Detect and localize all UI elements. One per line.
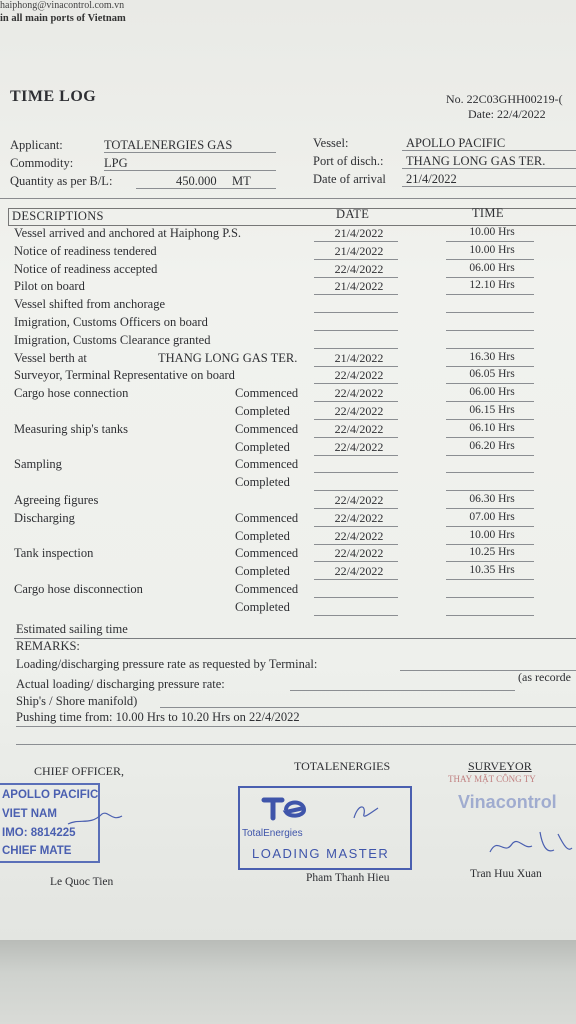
row-time: 07.00 Hrs	[469, 510, 515, 523]
row-status: Commenced	[235, 386, 299, 401]
header-ports-line: in all main ports of Vietnam	[0, 13, 126, 24]
row-date: 22/4/2022	[334, 368, 384, 383]
quantity-underline	[136, 188, 276, 189]
surveyor-stamp-line1: THAY MẶT CÔNG TY	[448, 774, 536, 784]
totalenergies-label: TOTALENERGIES	[294, 759, 391, 773]
row-time-underline	[446, 472, 534, 473]
totalenergies-stamp	[238, 786, 412, 870]
row-time: 06.30 Hrs	[469, 493, 515, 505]
row-time-underline	[446, 561, 534, 562]
commodity-label: Commodity:	[10, 156, 74, 170]
row-description: Agreeing figures	[14, 493, 99, 507]
row-date-underline	[314, 312, 398, 313]
row-description: Sampling	[14, 457, 62, 472]
applicant-label: Applicant:	[10, 138, 63, 152]
quantity-label: Quantity as per B/L:	[10, 174, 113, 188]
row-date: 22/4/2022	[334, 510, 384, 525]
row-date-underline	[314, 544, 398, 545]
row-date-underline	[314, 330, 398, 331]
row-time: 06.00 Hrs	[469, 261, 515, 274]
row-status: Completed	[235, 528, 290, 543]
document-number: No. 22C03GHH00219-(	[446, 92, 563, 106]
row-description: Notice of readiness tendered	[14, 243, 157, 258]
row-date: 22/4/2022	[334, 564, 384, 579]
row-description: Cargo hose disconnection	[14, 582, 143, 596]
row-time-underline	[446, 490, 534, 491]
pressure-actual: Actual loading/ discharging pressure rate:	[16, 677, 225, 691]
row-date-underline	[314, 472, 398, 473]
row-date-underline	[314, 401, 398, 402]
row-date: 22/4/2022	[334, 421, 384, 436]
row-status: Completed	[235, 404, 290, 418]
header-email: haiphong@vinacontrol.com.vn	[0, 0, 125, 11]
desk-surface	[0, 940, 576, 1024]
sailing-line	[14, 638, 576, 639]
row-time: 16.30 Hrs	[469, 350, 515, 363]
row-date: 22/4/2022	[334, 439, 384, 454]
totalenergies-logo-icon	[260, 792, 320, 822]
row-status: Commenced	[235, 510, 299, 525]
vessel-stamp-line1: APOLLO PACIFIC	[2, 789, 99, 801]
row-date-underline	[314, 277, 398, 278]
row-description: Pilot on board	[14, 279, 85, 294]
row-time: 06.00 Hrs	[469, 386, 515, 399]
row-time-underline	[446, 508, 534, 509]
row-status: Completed	[235, 599, 290, 614]
row-status: Completed	[235, 439, 290, 454]
row-date-underline	[314, 419, 398, 420]
row-time: 10.00 Hrs	[469, 243, 515, 256]
pushing-time: Pushing time from: 10.00 Hrs to 10.20 Hrs on 22/4/2022	[16, 710, 300, 724]
applicant-underline	[104, 152, 276, 153]
row-date-underline	[314, 366, 398, 367]
row-time: 12.10 Hrs	[469, 279, 515, 292]
row-time-underline	[446, 241, 534, 242]
row-time-underline	[446, 330, 534, 331]
row-time: 06.15 Hrs	[469, 404, 515, 416]
quantity-value: 450.000	[176, 174, 217, 188]
surveyor-signature	[484, 826, 574, 866]
row-date-underline	[314, 383, 398, 384]
quantity-unit: MT	[232, 174, 251, 188]
row-date: 21/4/2022	[334, 350, 384, 365]
row-date-underline	[314, 455, 398, 456]
row-time: 10.00 Hrs	[469, 528, 515, 541]
row-date: 21/4/2022	[334, 243, 384, 258]
vessel-stamp-line3: IMO: 8814225	[2, 827, 76, 839]
chief-officer-name: Le Quoc Tien	[50, 876, 114, 888]
document-date: Date: 22/4/2022	[468, 107, 546, 121]
row-time-underline	[446, 401, 534, 402]
commodity-value: LPG	[104, 156, 128, 170]
row-time-underline	[446, 277, 534, 278]
surveyor-name: Tran Huu Xuan	[470, 868, 542, 880]
row-status: Commenced	[235, 421, 299, 436]
row-date: 22/4/2022	[334, 404, 384, 418]
section-divider	[0, 198, 576, 199]
row-time-underline	[446, 366, 534, 367]
chief-officer-signature	[60, 800, 140, 840]
row-status: Commenced	[235, 546, 299, 561]
row-date-underline	[314, 259, 398, 260]
row-status: Commenced	[235, 457, 299, 472]
row-date-underline	[314, 490, 398, 491]
sailing-time-label: Estimated sailing time	[16, 622, 128, 636]
row-date-underline	[314, 526, 398, 527]
row-time-underline	[446, 294, 534, 295]
surveyor-label: SURVEYOR	[468, 759, 532, 773]
blank-line	[16, 744, 576, 745]
row-date-underline	[314, 597, 398, 598]
document-title: TIME LOG	[10, 88, 97, 105]
row-time: 10.35 Hrs	[469, 564, 515, 577]
commodity-underline	[104, 170, 276, 171]
vessel-label: Vessel:	[313, 136, 349, 150]
vessel-stamp-line2: VIET NAM	[2, 808, 57, 820]
row-date-underline	[314, 579, 398, 580]
row-date: 21/4/2022	[334, 279, 384, 294]
row-date: 22/4/2022	[334, 546, 384, 561]
row-description: Measuring ship's tanks	[14, 421, 129, 436]
row-time-underline	[446, 419, 534, 420]
row-time-underline	[446, 437, 534, 438]
as-recorded-note: (as recorde	[518, 670, 571, 684]
row-time: 10.25 Hrs	[469, 546, 515, 559]
arrival-value: 21/4/2022	[406, 172, 457, 186]
row-time-underline	[446, 615, 534, 616]
row-date-underline	[314, 437, 398, 438]
vessel-underline	[402, 150, 576, 151]
row-date-underline	[314, 294, 398, 295]
manifold-label: Ship's / Shore manifold)	[16, 694, 138, 708]
row-description: Surveyor, Terminal Representative on board	[14, 368, 235, 383]
vessel-value: APOLLO PACIFIC	[406, 136, 506, 150]
pressure-requested: Loading/discharging pressure rate as requested by Terminal:	[16, 657, 318, 671]
row-date: 22/4/2022	[334, 261, 384, 276]
row-date-underline	[314, 615, 398, 616]
row-status: Completed	[235, 564, 290, 579]
row-description: Vessel arrived and anchored at Haiphong P.S.	[14, 226, 242, 240]
row-time: 06.20 Hrs	[469, 439, 515, 452]
row-description: Vessel shifted from anchorage	[14, 297, 165, 312]
port-value: THANG LONG GAS TER.	[406, 154, 546, 168]
row-time: 06.05 Hrs	[469, 368, 515, 381]
surveyor-stamp	[418, 770, 576, 818]
row-time-underline	[446, 455, 534, 456]
pressure-actual-line	[290, 690, 515, 691]
row-time: 06.10 Hrs	[469, 421, 515, 434]
row-description: Imigration, Customs Clearance granted	[14, 332, 211, 347]
arrival-underline	[402, 186, 576, 187]
row-time-underline	[446, 259, 534, 260]
row-date-underline	[314, 241, 398, 242]
row-date: 22/4/2022	[334, 528, 384, 543]
row-description: Imigration, Customs Officers on board	[14, 315, 208, 329]
loading-master-name: Pham Thanh Hieu	[306, 872, 390, 884]
manifold-line	[160, 707, 576, 708]
vessel-stamp-line4: CHIEF MATE	[2, 845, 72, 857]
loading-master-signature	[348, 800, 388, 826]
row-time-underline	[446, 544, 534, 545]
pushing-line	[16, 726, 576, 727]
row-time-underline	[446, 312, 534, 313]
remarks-label: REMARKS:	[16, 639, 80, 653]
row-time-underline	[446, 579, 534, 580]
totalenergies-stamp-brand: TotalEnergies	[242, 828, 303, 839]
row-description: Vessel berth at	[14, 350, 87, 365]
row-time-underline	[446, 348, 534, 349]
row-description: Cargo hose connection	[14, 386, 129, 401]
row-date: 22/4/2022	[334, 386, 384, 401]
row-date-underline	[314, 561, 398, 562]
col-descriptions: DESCRIPTIONS	[12, 209, 104, 223]
row-description: Notice of readiness accepted	[14, 261, 158, 276]
row-date-underline	[314, 348, 398, 349]
row-status: THANG LONG GAS TER.	[158, 350, 298, 365]
row-description: Discharging	[14, 510, 75, 525]
arrival-label: Date of arrival	[313, 172, 386, 186]
row-description: Tank inspection	[14, 546, 94, 561]
port-underline	[402, 168, 576, 169]
applicant-value: TOTALENERGIES GAS	[104, 138, 233, 152]
col-time: TIME	[472, 206, 504, 220]
row-date-underline	[314, 508, 398, 509]
chief-officer-label: CHIEF OFFICER,	[34, 764, 125, 778]
surveyor-stamp-brand: Vinacontrol	[458, 792, 557, 812]
port-label: Port of disch.:	[313, 154, 384, 168]
row-time-underline	[446, 597, 534, 598]
totalenergies-stamp-role: LOADING MASTER	[252, 846, 390, 861]
col-date: DATE	[336, 207, 370, 221]
row-time-underline	[446, 526, 534, 527]
row-date: 22/4/2022	[334, 493, 384, 507]
row-time: 10.00 Hrs	[469, 226, 515, 238]
row-status: Completed	[235, 475, 290, 490]
row-date: 21/4/2022	[334, 226, 384, 240]
row-status: Commenced	[235, 582, 299, 596]
row-time-underline	[446, 383, 534, 384]
